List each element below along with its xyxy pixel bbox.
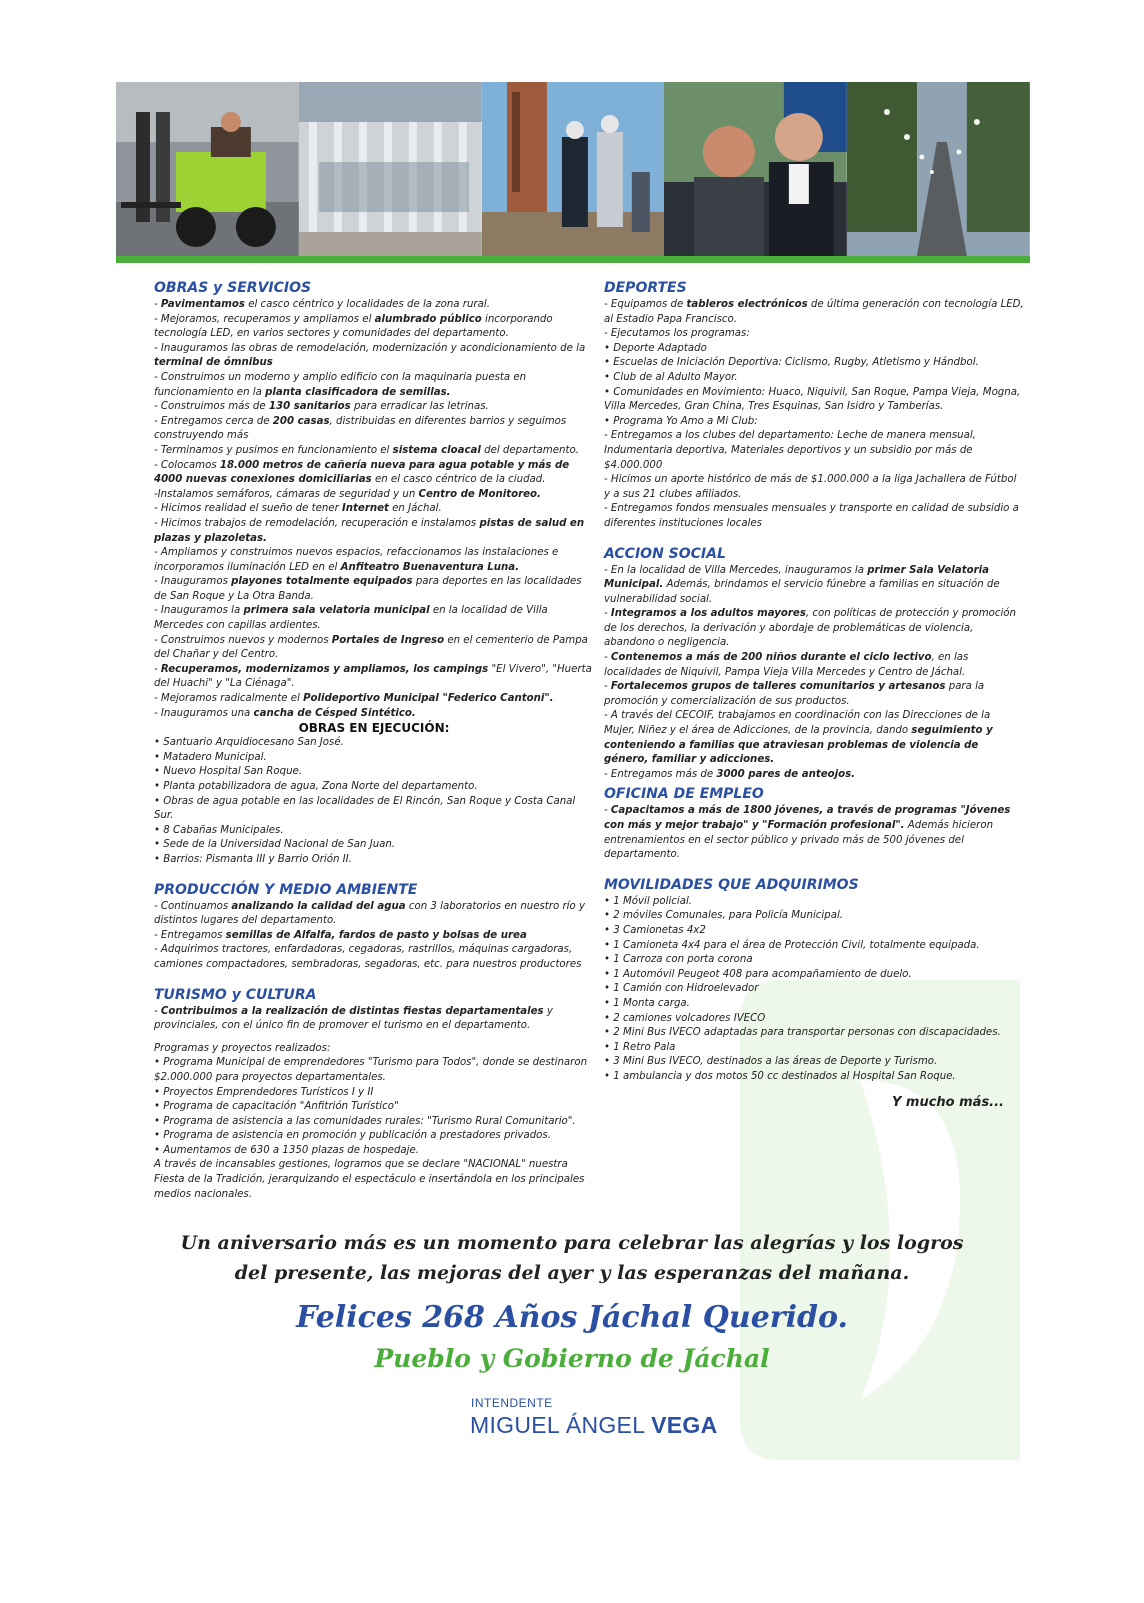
list-item: • 1 Móvil policial. bbox=[604, 895, 693, 907]
list-item: - Inauguramos playones totalmente equipados para deportes en las localidades de San Roque y La Otra Banda. bbox=[154, 576, 582, 602]
list-item: • 1 Camioneta 4x4 para el área de Protección Civil, totalmente equipada. bbox=[604, 939, 980, 951]
list-item: • 1 Carroza con porta corona bbox=[604, 954, 753, 966]
list-item: • Sede de la Universidad Nacional de San Juan. bbox=[154, 839, 396, 851]
list-item: • Proyectos Emprendedores Turísticos I y II bbox=[154, 1086, 374, 1098]
obras-title: OBRAS y SERVICIOS bbox=[154, 280, 312, 296]
right-column bbox=[604, 280, 1024, 1110]
oficina-empleo-title: OFICINA DE EMPLEO bbox=[604, 786, 764, 803]
list-item: • Escuelas de Iniciación Deportiva: Ciclismo, Rugby, Atletismo y Hándbol. bbox=[604, 357, 979, 369]
list-item: • 1 Retro Pala bbox=[604, 1041, 676, 1053]
list-item: - Adquirimos tractores, enfardadoras, cegadoras, rastrillos, máquinas cargadoras, camiones compactadores, sembradoras, segadoras, etc. para nuestros productores bbox=[154, 944, 582, 970]
closing-line-1: Un aniversario más es un momento para celebrar las alegrías y los logros bbox=[180, 1232, 964, 1254]
intendente-label: INTENDENTE bbox=[471, 1396, 553, 1410]
list-item: - Mejoramos radicalmente el Polideportivo Municipal "Federico Cantoni". bbox=[154, 693, 554, 705]
list-item: - En la localidad de Villa Mercedes, inauguramos la primer Sala Velatoria Municipal. Además, brindamos el servicio fúnebre a familias en situación de vulnerabilidad social. bbox=[604, 564, 1000, 605]
list-item: A través de incansables gestiones, logramos que se declare "NACIONAL" nuestra Fiesta de la Tradición, jerarquizando el espectáculo e insertándola en los principales medios nacionales. bbox=[154, 1159, 585, 1200]
y-mucho-mas: Y mucho más... bbox=[891, 1094, 1004, 1110]
list-item: - Hicimos realidad el sueño de tener Internet en Jáchal. bbox=[154, 503, 442, 515]
list-item: • 3 Mini Bus IVECO, destinados a las áreas de Deporte y Turismo. bbox=[604, 1056, 938, 1068]
accion-social-title: ACCION SOCIAL bbox=[604, 545, 726, 562]
deportes-title: DEPORTES bbox=[604, 280, 687, 296]
left-column bbox=[154, 280, 594, 1202]
list-item: - A través del CECOIF, trabajamos en coordinación con las Direcciones de la Mujer, Niñez y el área de Adicciones, de la provincia, dando seguimiento y conteniendo a familias que atraviesan problemas de violencia de género, familiar y adicciones. bbox=[604, 710, 993, 766]
list-item: - Hicimos trabajos de remodelación, recuperación e instalamos pistas de salud en plazas y plazoletas. bbox=[154, 517, 585, 544]
movilidades-title: MOVILIDADES QUE ADQUIRIMOS bbox=[604, 876, 859, 893]
list-item: - Inauguramos las obras de remodelación, modernización y acondicionamiento de la terminal de ómnibus bbox=[154, 342, 586, 369]
list-item: - Entregamos cerca de 200 casas, distribuidas en diferentes barrios y seguimos construyendo más bbox=[154, 415, 567, 442]
list-item: - Fortalecemos grupos de talleres comunitarios y artesanos para la promoción y comercialización de sus productos. bbox=[604, 681, 985, 707]
list-item: - Terminamos y pusimos en funcionamiento el sistema cloacal del departamento. bbox=[154, 444, 579, 456]
list-item: • Obras de agua potable en las localidades de El Rincón, San Roque y Costa Canal Sur. bbox=[154, 795, 576, 822]
green-divider bbox=[116, 256, 1030, 263]
oficina-empleo-list bbox=[604, 804, 1024, 862]
felices-anos-heading: Felices 268 Años Jáchal Querido. bbox=[296, 1300, 848, 1335]
list-item: - Ampliamos y construimos nuevos espacios, refaccionamos las instalaciones e incorporamos iluminación LED en el Anfiteatro Buenaventura Luna. bbox=[154, 547, 559, 573]
list-item: - Entregamos fondos mensuales mensuales y transporte en calidad de subsidio a diferentes instituciones locales bbox=[604, 503, 1019, 529]
officials-portrait-photo bbox=[664, 82, 847, 256]
list-item: - Inauguramos una cancha de Césped Sintético. bbox=[154, 707, 416, 719]
list-item: • 8 Cabañas Municipales. bbox=[154, 824, 284, 836]
list-item: • 3 Camionetas 4x2 bbox=[604, 924, 706, 936]
list-item: - Construimos un moderno y amplio edificio con la maquinaria puesta en funcionamiento en la planta clasificadora de semillas. bbox=[154, 371, 527, 398]
pueblo-gobierno-heading: Pueblo y Gobierno de Jáchal bbox=[374, 1344, 770, 1373]
list-item: - Mejoramos, recuperamos y ampliamos el alumbrado público incorporando tecnología LED, en varios sectores y comunidades del departamento. bbox=[154, 313, 553, 340]
list-item: • Programa Municipal de emprendedores "Turismo para Todos", donde se destinaron $2.000.000 para proyectos departamentales. bbox=[154, 1057, 588, 1083]
list-item: • 2 Mini Bus IVECO adaptadas para transportar personas con discapacidades. bbox=[604, 1027, 1001, 1039]
list-item: - Contenemos a más de 200 niños durante el ciclo lectivo, en las localidades de Niquivil, Pampa Vieja Villa Mercedes y Centro de Jáchal. bbox=[604, 652, 969, 678]
list-item: • 1 Monta carga. bbox=[604, 997, 690, 1009]
list-item: • 1 ambulancia y dos motos 50 cc destinados al Hospital San Roque. bbox=[604, 1070, 956, 1082]
photo-strip bbox=[116, 82, 1030, 256]
list-item: • Programa de asistencia en promoción y publicación a prestadores privados. bbox=[154, 1130, 551, 1142]
closing-line-2: del presente, las mejoras del ayer y las esperanzas del mañana. bbox=[234, 1262, 910, 1284]
programas-title: Programas y proyectos realizados: bbox=[154, 1042, 331, 1054]
produccion-title: PRODUCCIÓN Y MEDIO AMBIENTE bbox=[154, 881, 418, 898]
movilidades-list bbox=[604, 895, 1024, 1085]
list-item: - Capacitamos a más de 1800 jóvenes, a través de programas "Jóvenes con más y mejor trabajo" y "Formación profesional". Además hicieron entrenamientos en el sector público y privado más de 500 jóvenes del departamento. bbox=[604, 805, 1011, 861]
officials-site-visit-photo bbox=[482, 82, 665, 256]
list-item: - Inauguramos la primera sala velatoria municipal en la localidad de Villa Mercedes con capillas ardientes. bbox=[154, 605, 548, 632]
list-item: - Pavimentamos el casco céntrico y localidades de la zona rural. bbox=[154, 299, 490, 310]
list-item: • Aumentamos de 630 a 1350 plazas de hospedaje. bbox=[154, 1144, 419, 1156]
list-item: - Contribuimos a la realización de distintas fiestas departamentales y provinciales, con el único fin de promover el turismo en el departamento. bbox=[154, 1005, 553, 1032]
list-item: • Barrios: Pismanta III y Barrio Orión II. bbox=[154, 853, 352, 865]
list-item: • Santuario Arquidiocesano San José. bbox=[154, 737, 344, 749]
list-item: - Colocamos 18.000 metros de cañería nueva para agua potable y más de 4000 nuevas conexiones domiciliarias en el casco céntrico de la ciudad. bbox=[154, 459, 570, 486]
list-item: • Comunidades en Movimiento: Huaco, Niquivil, San Roque, Pampa Vieja, Mogna, Villa Mercedes, Gran China, Tres Esquinas, San Isidro y Tamberías. bbox=[604, 386, 1021, 413]
mayor-name bbox=[470, 1412, 718, 1439]
list-item: - Ejecutamos los programas: bbox=[604, 328, 750, 340]
accion-social-list bbox=[604, 564, 1024, 783]
list-item: • Nuevo Hospital San Roque. bbox=[154, 766, 303, 778]
list-item: - Entregamos más de 3000 pares de anteojos. bbox=[604, 768, 856, 780]
programas-list bbox=[154, 1056, 594, 1202]
list-item: - Construimos más de 130 sanitarios para erradicar las letrinas. bbox=[154, 401, 489, 413]
list-item: - Equipamos de tableros electrónicos de última generación con tecnología LED, al Estadio Papa Francisco. bbox=[604, 299, 1024, 325]
produccion-list bbox=[154, 900, 594, 973]
list-item: -Instalamos semáforos, cámaras de seguridad y un Centro de Monitoreo. bbox=[154, 488, 541, 500]
led-street-lights-photo bbox=[847, 82, 1030, 256]
forklift-photo bbox=[116, 82, 299, 256]
list-item: • Programa de capacitación "Anfitrión Turístico" bbox=[154, 1101, 399, 1113]
building-structure-photo bbox=[299, 82, 482, 256]
list-item: - Recuperamos, modernizamos y ampliamos, los campings "El Vivero", "Huerta del Huachi" y "La Ciénaga". bbox=[154, 663, 592, 690]
turismo-list bbox=[154, 1005, 594, 1034]
list-item: • 1 Automóvil Peugeot 408 para acompañamiento de duelo. bbox=[604, 968, 912, 980]
list-item: • Matadero Municipal. bbox=[154, 751, 267, 763]
list-item: • 1 Camión con Hidroelevador bbox=[604, 983, 759, 995]
obras-ejecucion-list bbox=[154, 736, 594, 867]
list-item: • Programa de asistencia a las comunidades rurales: "Turismo Rural Comunitario". bbox=[154, 1115, 576, 1127]
list-item: • Club de al Adulto Mayor. bbox=[604, 371, 738, 383]
list-item: • Deporte Adaptado bbox=[604, 342, 707, 354]
mayor-name-bold: VEGA bbox=[651, 1412, 718, 1438]
turismo-title: TURISMO y CULTURA bbox=[154, 986, 317, 1003]
list-item: • 2 camiones volcadores IVECO bbox=[604, 1012, 766, 1024]
list-item: - Integramos a los adultos mayores, con políticas de protección y promoción de los derechos, la derivación y abordaje de problemáticas de violencia, abandono o negligencia. bbox=[604, 608, 1016, 649]
list-item: - Entregamos semillas de Alfalfa, fardos de pasto y bolsas de urea bbox=[154, 929, 527, 941]
list-item: - Construimos nuevos y modernos Portales de Ingreso en el cementerio de Pampa del Chañar y del Centro. bbox=[154, 634, 588, 661]
list-item: • Programa Yo Amo a Mi Club: bbox=[604, 415, 758, 427]
list-item: - Continuamos analizando la calidad del agua con 3 laboratorios en nuestro río y distintos lugares del departamento. bbox=[154, 900, 585, 927]
list-item: • 2 móviles Comunales, para Policía Municipal. bbox=[604, 910, 844, 922]
obras-list bbox=[154, 298, 594, 721]
list-item: • Planta potabilizadora de agua, Zona Norte del departamento. bbox=[154, 781, 478, 792]
mayor-name-regular: MIGUEL ÁNGEL bbox=[470, 1412, 652, 1438]
deportes-list bbox=[604, 298, 1024, 532]
list-item: - Hicimos un aporte histórico de más de $1.000.000 a la liga Jachallera de Fútbol y a sus 21 clubes afiliados. bbox=[604, 474, 1017, 500]
obras-ejecucion-title: OBRAS EN EJECUCIÓN: bbox=[298, 721, 450, 736]
list-item: - Entregamos a los clubes del departamento: Leche de manera mensual, Indumentaria deportiva, Materiales deportivos y un subsidio por más de $4.000.000 bbox=[604, 430, 976, 471]
